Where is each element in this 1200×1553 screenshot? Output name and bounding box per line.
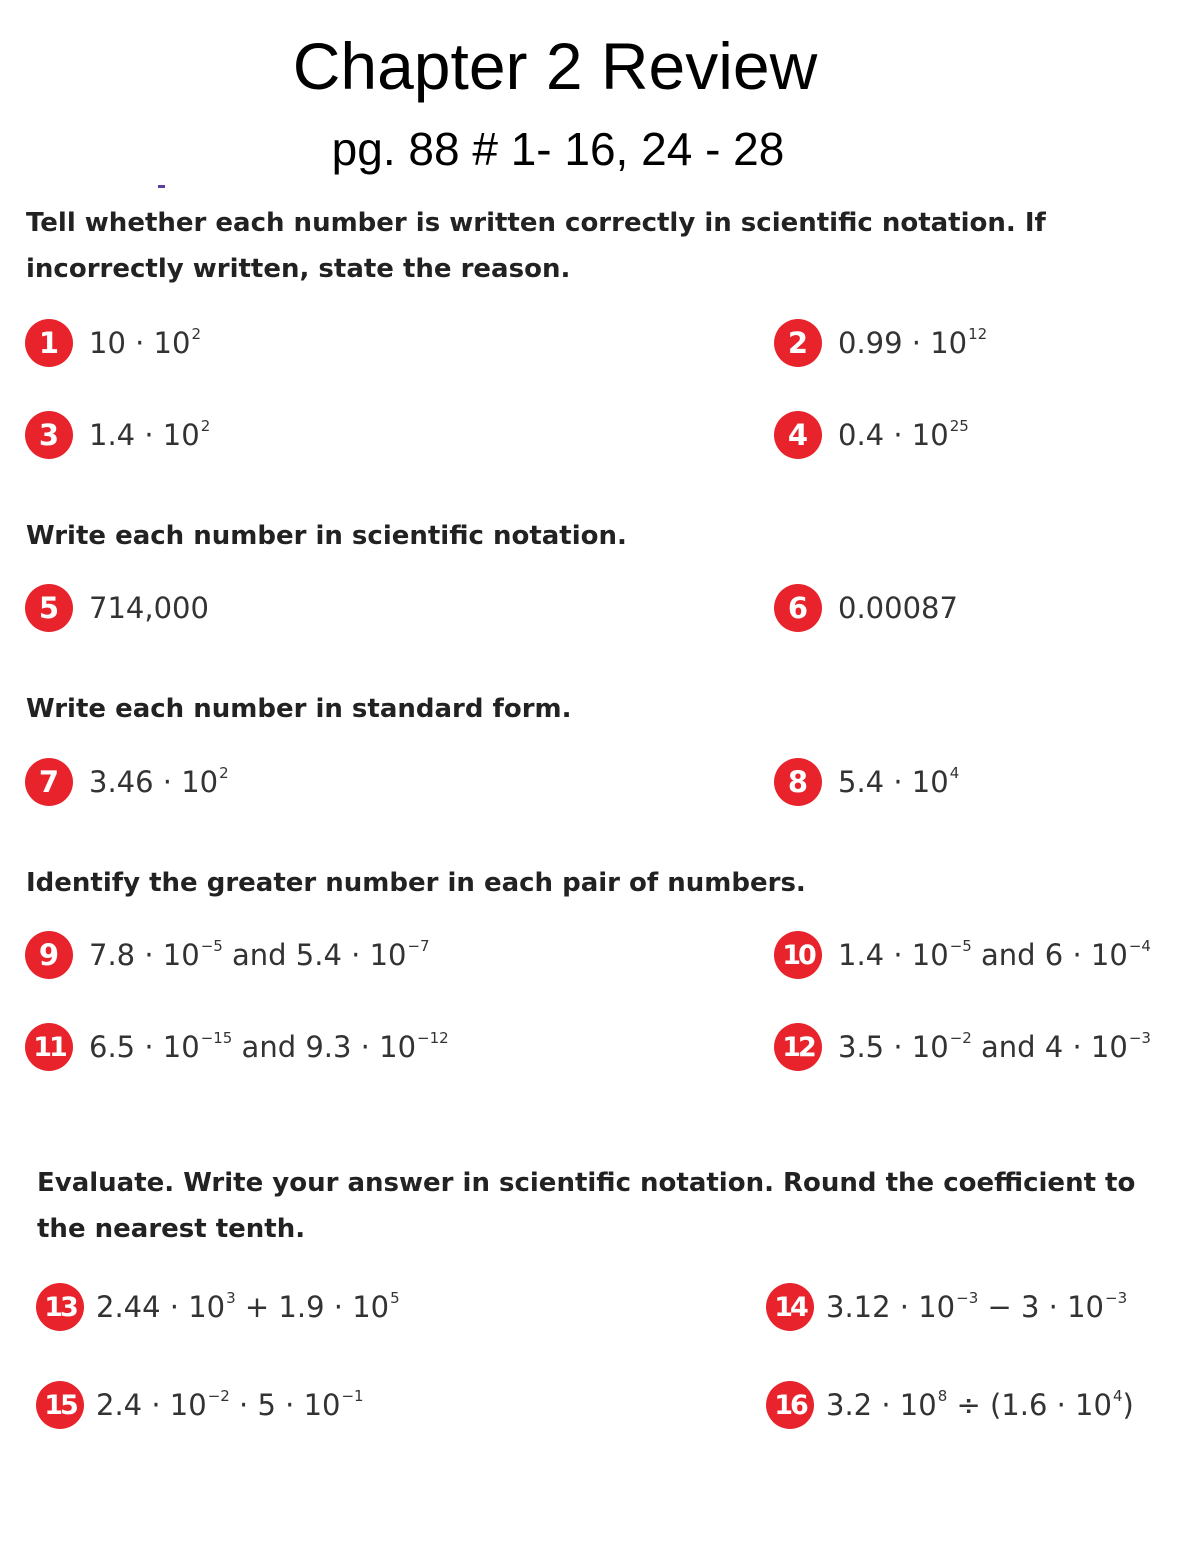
problem-number-badge: 6 — [774, 584, 822, 632]
expression-text: · 5 · 10 — [229, 1388, 341, 1422]
problem-expression — [838, 765, 959, 799]
instruction-3: Write each number in standard form. — [26, 694, 572, 724]
problem-number-badge: 5 — [25, 584, 73, 632]
problem-expression — [89, 418, 210, 452]
problem-expression — [826, 1388, 1134, 1422]
problem-13 — [36, 1282, 400, 1332]
expression-text: 5.4 · 10 — [838, 765, 949, 799]
expression-text: 714,000 — [89, 591, 209, 625]
problem-expression — [89, 938, 430, 972]
expression-text: 0.4 · 10 — [838, 418, 949, 452]
instruction-5: Evaluate. Write your answer in scientific notation. Round the coefficient to the nearest tenth. — [37, 1168, 1136, 1244]
exponent: 2 — [200, 417, 211, 435]
exponent: 4 — [1112, 1387, 1123, 1405]
exponent: 4 — [949, 764, 960, 782]
exponent: −4 — [1128, 937, 1151, 955]
problem-number-badge: 12 — [774, 1023, 822, 1071]
problem-expression — [89, 765, 229, 799]
problem-expression — [96, 1290, 400, 1324]
exponent: 2 — [191, 325, 202, 343]
expression-text: 2.44 · 10 — [96, 1290, 226, 1324]
expression-text: 10 · 10 — [89, 326, 191, 360]
problem-expression — [826, 1290, 1127, 1324]
problem-6 — [774, 583, 958, 633]
exponent: 2 — [219, 764, 229, 782]
problem-expression — [838, 591, 958, 625]
exponent: 5 — [390, 1289, 400, 1307]
problem-expression — [838, 938, 1151, 972]
exponent: −5 — [949, 937, 972, 955]
expression-text: and 9.3 · 10 — [232, 1030, 417, 1064]
problem-number-badge: 4 — [774, 411, 822, 459]
problem-number-badge: 2 — [774, 319, 822, 367]
expression-text: 3.46 · 10 — [89, 765, 219, 799]
expression-text: 7.8 · 10 — [89, 938, 200, 972]
exponent: −2 — [949, 1029, 972, 1047]
problem-expression — [89, 1030, 449, 1064]
exponent: −12 — [417, 1029, 449, 1047]
problem-number-badge: 13 — [36, 1283, 84, 1331]
expression-text: 1.4 · 10 — [89, 418, 200, 452]
page-title: Chapter 2 Review — [292, 29, 818, 103]
problem-number-badge: 14 — [766, 1283, 814, 1331]
problem-number-badge: 15 — [36, 1381, 84, 1429]
problem-4 — [774, 410, 969, 460]
problem-number-badge: 10 — [774, 931, 822, 979]
exponent: −3 — [1105, 1289, 1128, 1307]
problem-number-badge: 11 — [25, 1023, 73, 1071]
expression-text: 3.2 · 10 — [826, 1388, 937, 1422]
problem-number-badge: 8 — [774, 758, 822, 806]
exponent: 3 — [226, 1289, 236, 1307]
expression-text: 1.4 · 10 — [838, 938, 949, 972]
exponent: 12 — [968, 325, 988, 343]
expression-text: 3.5 · 10 — [838, 1030, 949, 1064]
exponent: −3 — [956, 1289, 979, 1307]
assignment-subtitle: pg. 88 # 1- 16, 24 - 28 — [331, 123, 785, 175]
instruction-4: Identify the greater number in each pair of numbers. — [26, 868, 806, 898]
instruction-2: Write each number in scientific notation. — [26, 521, 627, 551]
problem-number-badge: 9 — [25, 931, 73, 979]
exponent: −1 — [341, 1387, 364, 1405]
problem-16 — [766, 1380, 1134, 1430]
expression-text: 6.5 · 10 — [89, 1030, 200, 1064]
problem-2 — [774, 318, 987, 368]
expression-text: 2.4 · 10 — [96, 1388, 207, 1422]
expression-text: − 3 · 10 — [978, 1290, 1105, 1324]
problem-number-badge: 1 — [25, 319, 73, 367]
problem-10 — [774, 930, 1151, 980]
instruction-1: Tell whether each number is written correctly in scientific notation. If incorrectly written, state the reason. — [26, 208, 1046, 284]
exponent: 25 — [949, 417, 969, 435]
problem-number-badge: 7 — [25, 758, 73, 806]
expression-text: and 6 · 10 — [971, 938, 1128, 972]
expression-text: + 1.9 · 10 — [235, 1290, 390, 1324]
problem-7 — [25, 757, 229, 807]
exponent: −7 — [407, 937, 430, 955]
expression-text: ) — [1122, 1388, 1134, 1422]
problem-expression — [838, 1030, 1151, 1064]
problem-3 — [25, 410, 210, 460]
problem-number-badge: 3 — [25, 411, 73, 459]
exponent: −2 — [207, 1387, 230, 1405]
problem-11 — [25, 1022, 449, 1072]
problem-8 — [774, 757, 959, 807]
expression-text: 0.99 · 10 — [838, 326, 968, 360]
problem-5 — [25, 583, 209, 633]
problem-12 — [774, 1022, 1151, 1072]
problem-expression — [89, 591, 209, 625]
problem-number-badge: 16 — [766, 1381, 814, 1429]
exponent: 8 — [937, 1387, 948, 1405]
problem-15 — [36, 1380, 364, 1430]
expression-text: and 4 · 10 — [971, 1030, 1128, 1064]
problem-expression — [838, 326, 987, 360]
problem-expression — [96, 1388, 364, 1422]
exponent: −15 — [200, 1029, 233, 1047]
problem-expression — [89, 326, 201, 360]
problem-expression — [838, 418, 969, 452]
problem-14 — [766, 1282, 1127, 1332]
problem-1 — [25, 318, 201, 368]
stray-mark — [158, 185, 165, 188]
expression-text: 3.12 · 10 — [826, 1290, 956, 1324]
expression-text: and 5.4 · 10 — [222, 938, 407, 972]
problem-9 — [25, 930, 430, 980]
expression-text: 0.00087 — [838, 591, 958, 625]
exponent: −5 — [200, 937, 223, 955]
expression-text: ÷ (1.6 · 10 — [947, 1388, 1112, 1422]
exponent: −3 — [1128, 1029, 1151, 1047]
